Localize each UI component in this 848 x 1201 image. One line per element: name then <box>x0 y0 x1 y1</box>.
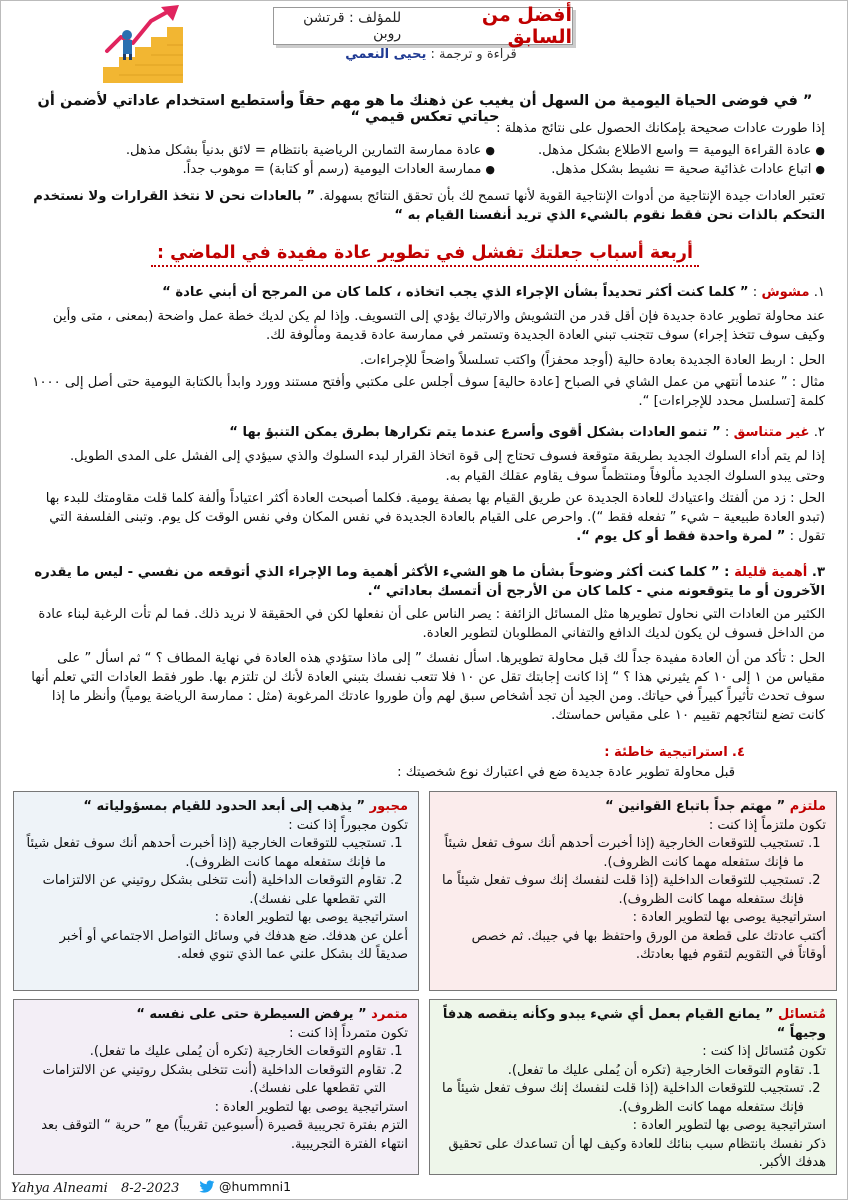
obliger-strategy: أعلن عن هدفك. ضع هدفك في وسائل التواصل الاجتماعي أو أخبر صديقاً لك بشكل علني عما الذي تنوي فعله. <box>59 928 408 962</box>
footer-date: 8-2-2023 <box>121 1181 180 1196</box>
list-item: 2. تقاوم التوقعات الداخلية (أنت تتخلى بشكل روتيني عن الالتزامات التي تقطعها على نفسك). <box>24 872 386 909</box>
section-title: أربعة أسباب جعلتك تفشل في تطوير عادة مفيدة في الماضي : <box>151 243 699 267</box>
bullet-item: ●ممارسة العادات اليومية (رسم أو كتابة) = موهوب جداً. <box>182 162 495 177</box>
rebel-heading: متمرد ” يرفض السيطرة حتى على نفسه “ <box>136 1007 408 1022</box>
questioner-list <box>440 1062 826 1118</box>
list-item: 2. تستجيب للتوقعات الداخلية (إذا قلت لنفسك إنك سوف تفعل شيئاً ما فإنك ستفعله مهما كانت الظروف). <box>440 872 804 909</box>
reason-1-heading: ١. مشوش : ” كلما كنت أكثر تحديداً بشأن الإجراء الذي يجب اتخاذه ، كلما كان من المرجح أن أبني عادة “ <box>162 285 825 300</box>
reason-2-heading: ٢. غير متناسق : ” تنمو العادات بشكل أقوى وأسرع عندما يتم تكرارها بطرق يمكن التنبؤ بها “ <box>229 425 825 440</box>
questioner-box <box>429 999 837 1175</box>
reason-3-name: أهمية قليلة <box>734 565 808 580</box>
signature: Yahya Alneami <box>11 1181 108 1196</box>
reason-2-quote: ” تنمو العادات بشكل أقوى وأسرع عندما يتم تكرارها بطرق يمكن التنبؤ بها “ <box>229 425 721 440</box>
intro-bullets <box>25 139 825 179</box>
intro-paragraph <box>25 187 825 225</box>
intro-lead: إذا طورت عادات صحيحة بإمكانك الحصول على نتائج مذهلة : <box>496 121 825 136</box>
upholder-strategy: أكتب عادتك على قطعة من الورق واحتفظ بها في جيبك. ثم خصص أوقاتاً في التقويم لتقوم فيها بعادتك. <box>471 928 826 962</box>
questioner-strategy: ذكر نفسك بانتظام سبب بنائك للعادة وكيف لها أن تساعدك على تحقيق هدفك الأكبر. <box>448 1136 826 1170</box>
twitter-bird-icon <box>199 1180 215 1194</box>
rebel-list <box>24 1043 408 1099</box>
rebel-strategy-label: استراتيجية يوصى بها لتطوير العادة : <box>214 1099 408 1115</box>
footer <box>1 1177 848 1201</box>
intro-quote: ” في فوضى الحياة اليومية من السهل أن يغيب عن ذهنك ما هو مهم حقاً وأستطيع استخدام عاداتي لأضمن أن حياتي تعكس قيمي “ <box>37 93 813 125</box>
list-item: 2. تقاوم التوقعات الداخلية (أنت تتخلى بشكل روتيني عن الالتزامات التي تقطعها على نفسك). <box>24 1062 386 1099</box>
upholder-heading: ملتزم ” مهتم جداً باتباع القوانين “ <box>605 799 826 814</box>
reason-1-quote: ” كلما كنت أكثر تحديداً بشأن الإجراء الذي يجب اتخاذه ، كلما كان من المرجح أن أبني عادة “ <box>162 285 749 300</box>
obliger-strategy-label: استراتيجية يوصى بها لتطوير العادة : <box>214 910 408 925</box>
list-item: 1. تقاوم التوقعات الخارجية (تكره أن يُملى عليك ما تفعل). <box>24 1043 386 1062</box>
reason-3-heading: ٣. أهمية قليلة : ” كلما كنت أكثر وضوحاً بشأن ما هو الشيء الأكثر أهمية وما الإجراء الذي أتوقعه من نفسي - ليس ما يقدره الآخرون أو ما يتوقعونه مني - كلما كان من الأرجح أن أتمسك بعاداتي “. <box>34 565 825 599</box>
reason-4-heading: ٤. استراتيجية خاطئة : <box>604 745 745 760</box>
rebel-box <box>13 999 419 1175</box>
twitter-handle[interactable] <box>199 1179 291 1194</box>
reason-3-body: الكثير من العادات التي نحاول تطويرها مثل المسائل الزائفة : يصر الناس على أن نفعلها لكن في الحقيقة لا نريد ذلك. فما لم تأت الرغبة لبناء عادة من الداخل فسوف لن يكون لديك الدافع والتفاني المطلوبان لتطوير العادة. <box>38 607 825 641</box>
translator-label: قراءة و ترجمة : <box>430 47 517 62</box>
obliger-lead: تكون مجبوراً إذا كنت : <box>288 817 408 833</box>
document-title: أفضل من السابق <box>481 4 572 48</box>
reason-2-name: غير متناسق <box>733 425 810 440</box>
reason-1-solution: الحل : اربط العادة الجديدة بعادة حالية (أوجد محفزاً) واكتب تسلسلاً واضحاً للإجراءات. <box>359 353 825 368</box>
bullet-dot-icon: ● <box>485 144 495 157</box>
intro-paragraph-quote: ” بالعادات نحن لا نتخذ القرارات ولا نستخدم التحكم بالذات نحن فقط نقوم بالشيء الذي تريد أنفسنا القيام به “ <box>33 189 825 223</box>
list-item: 1. تستجيب للتوقعات الخارجية (إذا أخبرت أحدهم أنك سوف تفعل شيئاً ما فإنك ستفعله مهما كانت الظروف). <box>24 835 386 872</box>
title-box <box>273 4 573 48</box>
reason-3-solution: الحل : تأكد من أن العادة مفيدة جداً لك قبل محاولة تطويرها. اسأل نفسك ” إلى ماذا ستؤدي هذه العادة في نهاية المطاف ؟ “ ثم اسأل ” على مقياس من ١ إلى ١٠ كم يثيرني هذا ؟ “ إذا كانت إجابتك تقل عن ١٠ فلا تتعب نفسك بتبني العادة لأنك لن تلتزم بها. طور فقط العادات التي تعلم أنها سوف تحدث تأثيراً كبيراً في حياتك. ومن الجيد أن تجد أشخاص سبق لهم وأن طوروا عادتك المرغوبة (مثل : ممارسة الرياضة يومياً) وأنظر ما إذا كانت تضع لنتائجهم تقييم ١٠ على مقياس حماستك. <box>31 651 825 723</box>
reason-2-body-1: إذا لم يتم أداء السلوك الجديد بطريقة متوقعة فسوف تحتاج إلى قوة اتخاذ القرار لبدء السلوك والذي سيؤدي إلى الفشل على المدى الطويل. <box>69 449 825 464</box>
reason-4-name: استراتيجية خاطئة : <box>604 745 728 760</box>
intro-paragraph-text: تعتبر العادات جيدة الإنتاجية من أدوات الإنتاجية القوية لأنها تسمح لك بأن تحقق النتائج بسهولة. <box>319 189 825 204</box>
bullet-item: ●عادة القراءة اليومية = واسع الاطلاع بشكل مذهل. <box>537 143 825 158</box>
reason-1-example: مثال : ” عندما أنتهي من عمل الشاي في الصباح [عادة حالية] سوف أجلس على مكتبي وأفتح مستند وورد وابدأ بالكتابة اليومية حتى أصل إلى ١٠٠٠ كلمة [تسلسل محدد للإجراءات] “. <box>32 375 825 409</box>
reason-2-body-2: وحتى يبدو السلوك الجديد مألوفاً ومنتظماً سوف يقاوم عقلك القيام به. <box>445 469 825 484</box>
reason-1-name: مشوش <box>761 285 810 300</box>
reason-1-body: عند محاولة تطوير عادة جديدة فإن أقل قدر من التشويش والارتباك يؤدي إلى التسويف. وإذا لم يكن لديك خطة عمل واضحة (بمعنى ، متى وأين وكيف سوف تتخذ إجراء) سوف تتجنب تبني العادة الجديدة وتستمر في ممارسة عادة قديمة ومألوفة لك. <box>52 309 825 343</box>
questioner-heading: مُتسائل ” يمانع القيام بعمل أي شيء يبدو وكأنه ينقصه هدفاً وجيهاً “ <box>442 1007 826 1041</box>
list-item: 2. تستجيب للتوقعات الداخلية (إذا قلت لنفسك إنك سوف تفعل شيئاً ما فإنك ستفعله مهما كانت الظروف). <box>440 1080 804 1117</box>
bullet-dot-icon: ● <box>485 163 495 176</box>
rebel-strategy: التزم بفترة تجريبية قصيرة (أسبوعين تقريباً) مع ” حرية “ التوقف بعد انتهاء الفترة التجريبية. <box>41 1118 408 1152</box>
obliger-heading: مجبور ” يذهب إلى أبعد الحدود للقيام بمسؤولياته “ <box>83 799 408 814</box>
list-item: 1. تقاوم التوقعات الخارجية (تكره أن يُملى عليك ما تفعل). <box>440 1062 804 1081</box>
obliger-list <box>24 835 408 909</box>
reason-4-body: قبل محاولة تطوير عادة جديدة ضع في اعتبارك نوع شخصيتك : <box>397 765 735 780</box>
twitter-handle-text: @hummni1 <box>219 1179 292 1194</box>
upholder-list <box>440 835 826 909</box>
obliger-box <box>13 791 419 991</box>
author-line: للمؤلف : قرتشن روبن <box>303 10 402 42</box>
questioner-lead: تكون مُتسائل إذا كنت : <box>702 1044 826 1059</box>
questioner-strategy-label: استراتيجية يوصى بها لتطوير العادة : <box>632 1118 826 1133</box>
list-item: 1. تستجيب للتوقعات الخارجية (إذا أخبرت أحدهم أنك سوف تفعل شيئاً ما فإنك ستفعله مهما كانت الظروف). <box>440 835 804 872</box>
growth-stairs-logo <box>99 5 189 85</box>
bullet-dot-icon: ● <box>815 144 825 157</box>
upholder-lead: تكون ملتزماً إذا كنت : <box>708 817 826 833</box>
bullet-dot-icon: ● <box>815 163 825 176</box>
bullet-item: ●عادة ممارسة التمارين الرياضية بانتظام = لائق بدنياً بشكل مذهل. <box>125 143 495 158</box>
bullet-item: ●اتباع عادات غذائية صحية = نشيط بشكل مذهل. <box>551 162 825 177</box>
upholder-strategy-label: استراتيجية يوصى بها لتطوير العادة : <box>632 910 826 925</box>
rebel-lead: تكون متمرداً إذا كنت : <box>289 1025 408 1041</box>
upholder-box <box>429 791 837 991</box>
translator-name: يحيى النعمي <box>345 47 427 62</box>
reason-3-quote: ” كلما كنت أكثر وضوحاً بشأن ما هو الشيء الأكثر أهمية وما الإجراء الذي أتوقعه من نفسي - ليس ما يقدره الآخرون أو ما يتوقعونه مني - كلما كان من الأرجح أن أتمسك بعاداتي “. <box>34 565 825 599</box>
translator-line <box>301 47 561 62</box>
reason-2-solution: الحل : زد من ألفتك واعتيادك للعادة الجديدة عن طريق القيام بها بصفة يومية. فكلما أصبحت العادة أكثر اعتياداً وألفة كلما قلت مقاومتك للبدء بها (تبدو العادة طبيعية – شيء ” تفعله فقط “). واحرص على القيام بالعادة الجديدة في نفس المكان وفي نفس الوقت كل يوم. وتبنى الفلسفة التي تقول : ” لمرة واحدة فقط أو كل يوم “. <box>45 491 825 544</box>
